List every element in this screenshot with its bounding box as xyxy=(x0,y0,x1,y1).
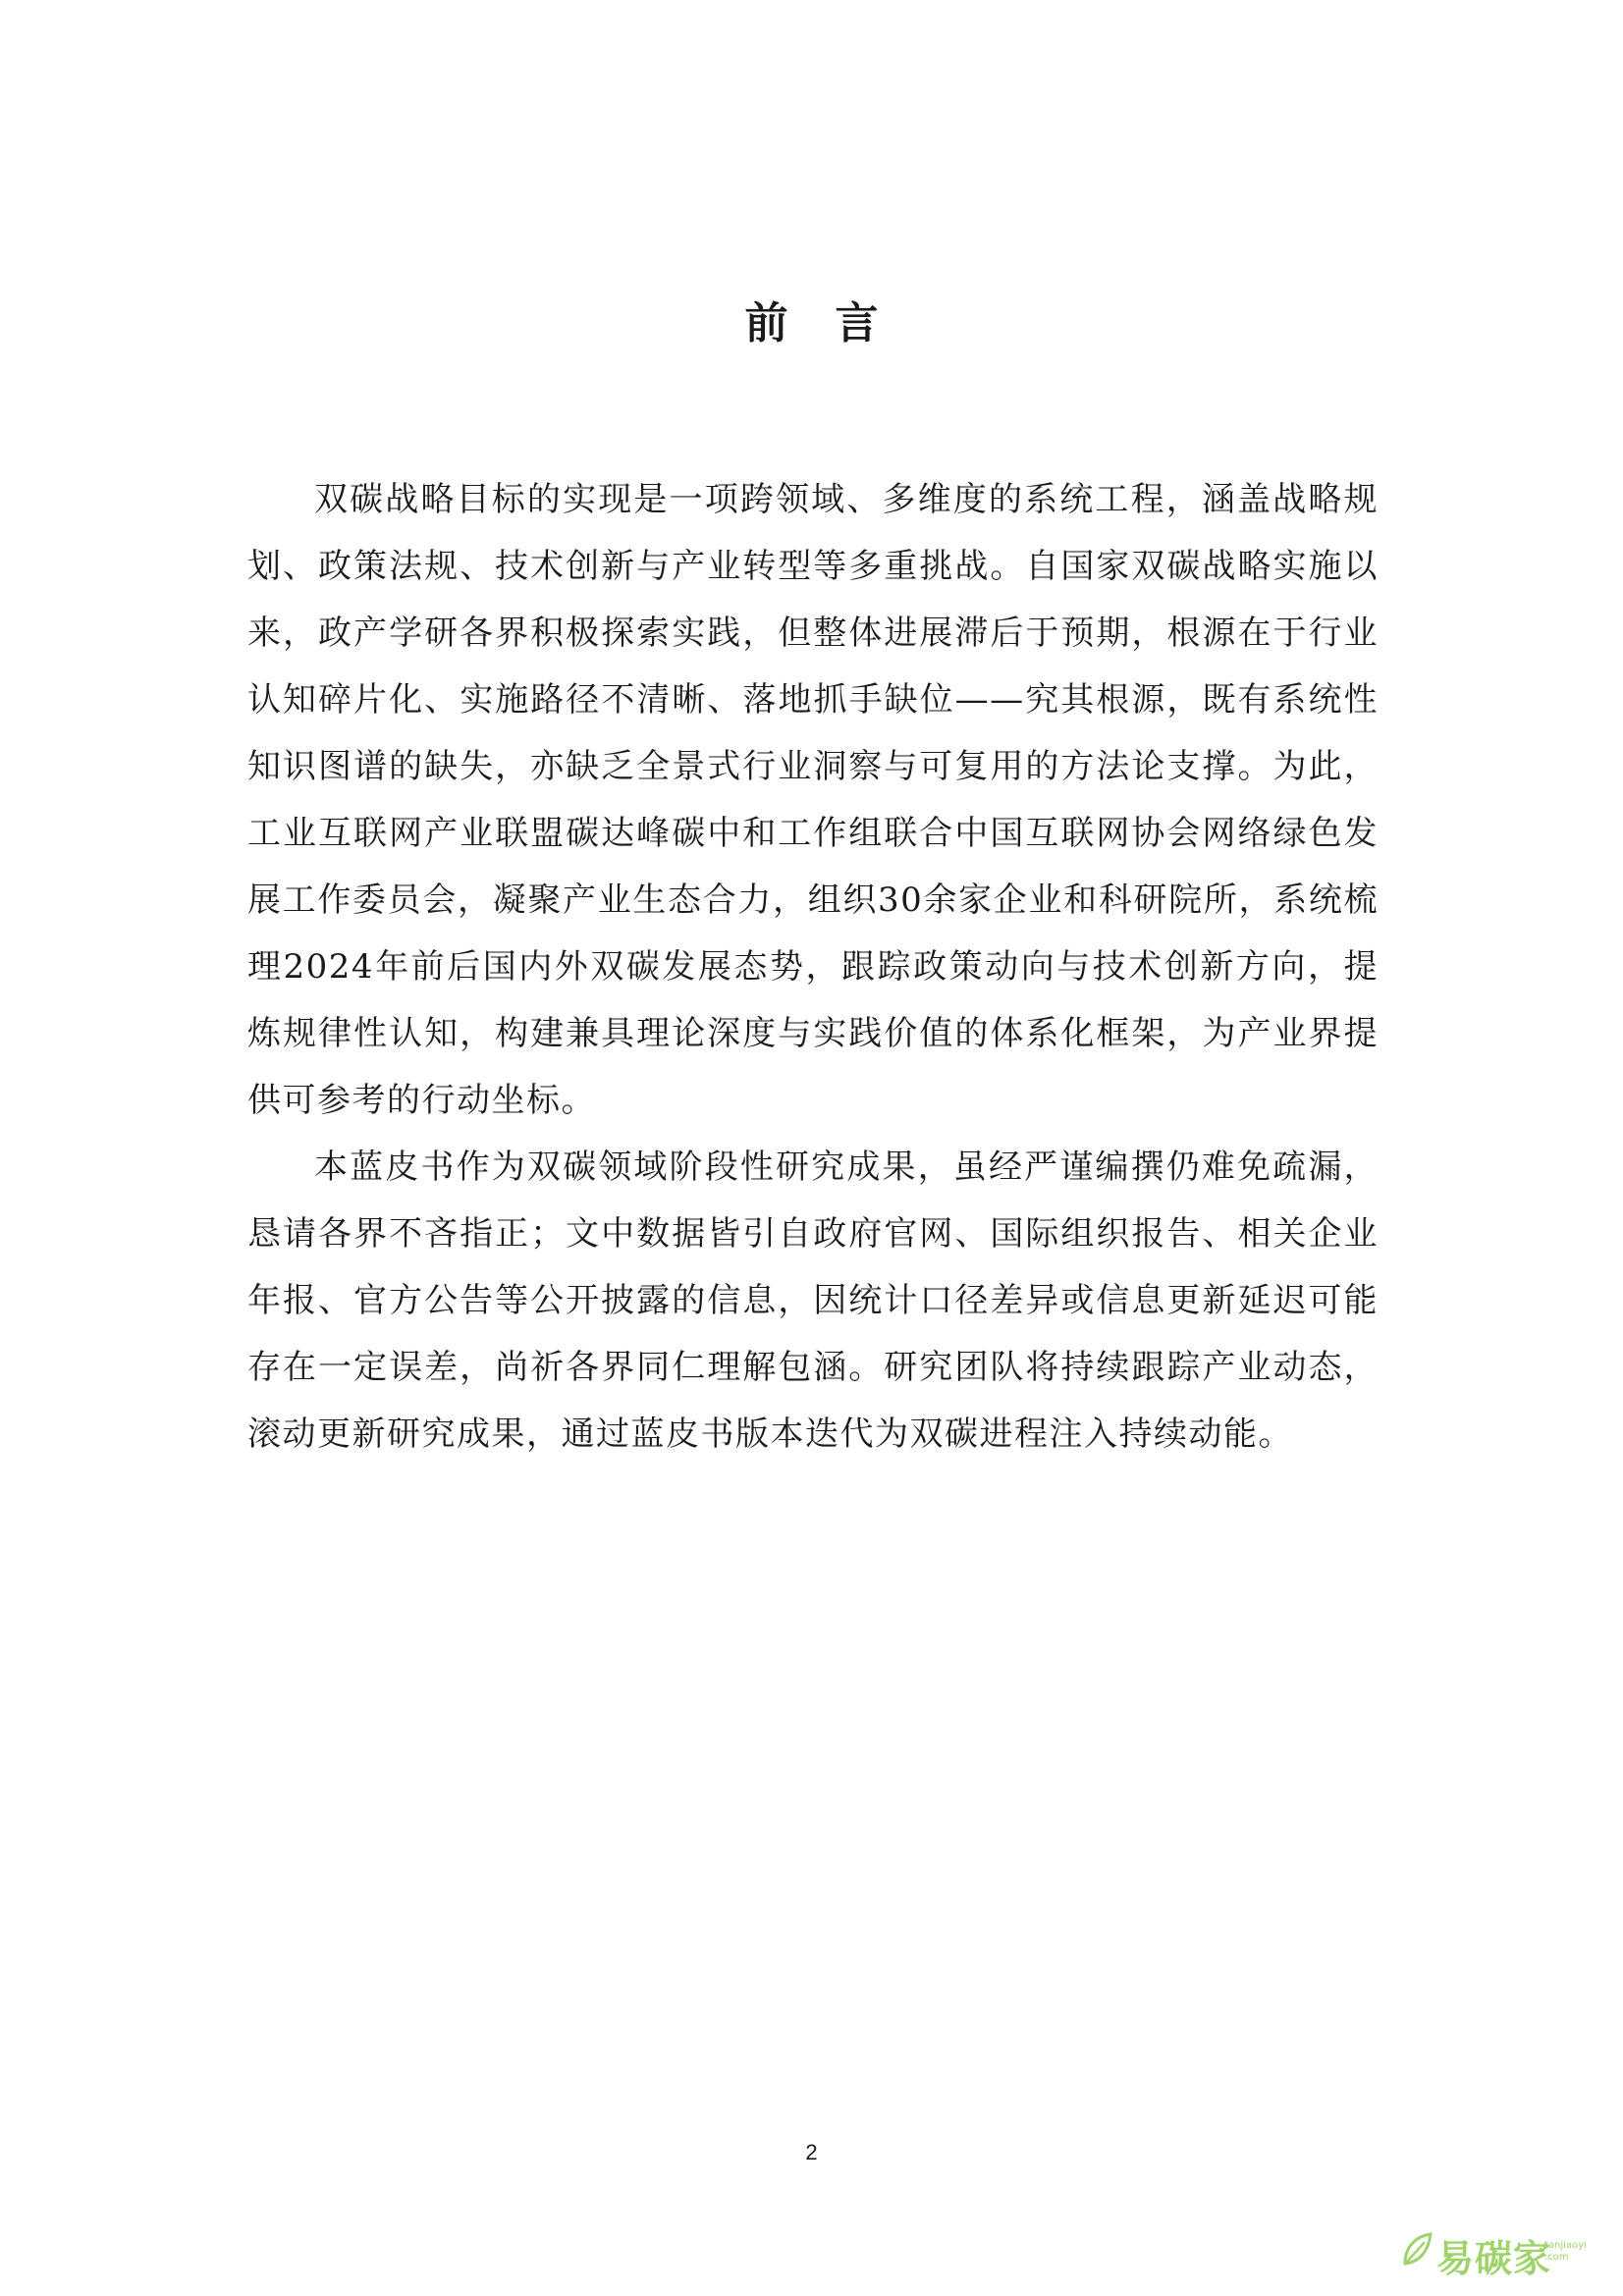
paragraph-2: 本蓝皮书作为双碳领域阶段性研究成果，虽经严谨编撰仍难免疏漏，恳请各界不吝指正；文中数据皆引自政府官网、国际组织报告、相关企业年报、官方公告等公开披露的信息，因统计口径差异或信息更新延迟可能存在一定误差，尚祈各界同仁理解包涵。研究团队将持续跟踪产业动态，滚动更新研究成果，通过蓝皮书版本迭代为双碳进程注入持续动能。 xyxy=(247,1148,1379,1454)
watermark-domain xyxy=(1544,2240,1587,2264)
watermark-logo xyxy=(1399,2226,1605,2281)
body-text xyxy=(247,466,1379,1468)
paragraph-1: 双碳战略目标的实现是一项跨领域、多维度的系统工程，涵盖战略规划、政策法规、技术创新与产业转型等多重挑战。自国家双碳战略实施以来，政产学研各界积极探索实践，但整体进展滞后于预期，根源在于行业认知碎片化、实施路径不清晰、落地抓手缺位——究其根源，既有系统性知识图谱的缺失，亦缺乏全景式行业洞察与可复用的方法论支撑。为此，工业互联网产业联盟碳达峰碳中和工作组联合中国互联网协会网络绿色发展工作委员会，凝聚产业生态合力，组织30余家企业和科研院所，系统梳理2024年前后国内外双碳发展态势，跟踪政策动向与技术创新方向，提炼规律性认知，构建兼具理论深度与实践价值的体系化框架，为产业界提供可参考的行动坐标。 xyxy=(247,480,1379,1120)
page-number: 2 xyxy=(805,2140,818,2164)
watermark-domain-line1: tanjiaoyi xyxy=(1544,2240,1587,2251)
leaf-icon xyxy=(1399,2230,1434,2269)
watermark-domain-line2: .com xyxy=(1544,2252,1569,2263)
page-title: 前言 xyxy=(744,298,926,348)
watermark-text: 易碳家 xyxy=(1436,2237,1552,2280)
